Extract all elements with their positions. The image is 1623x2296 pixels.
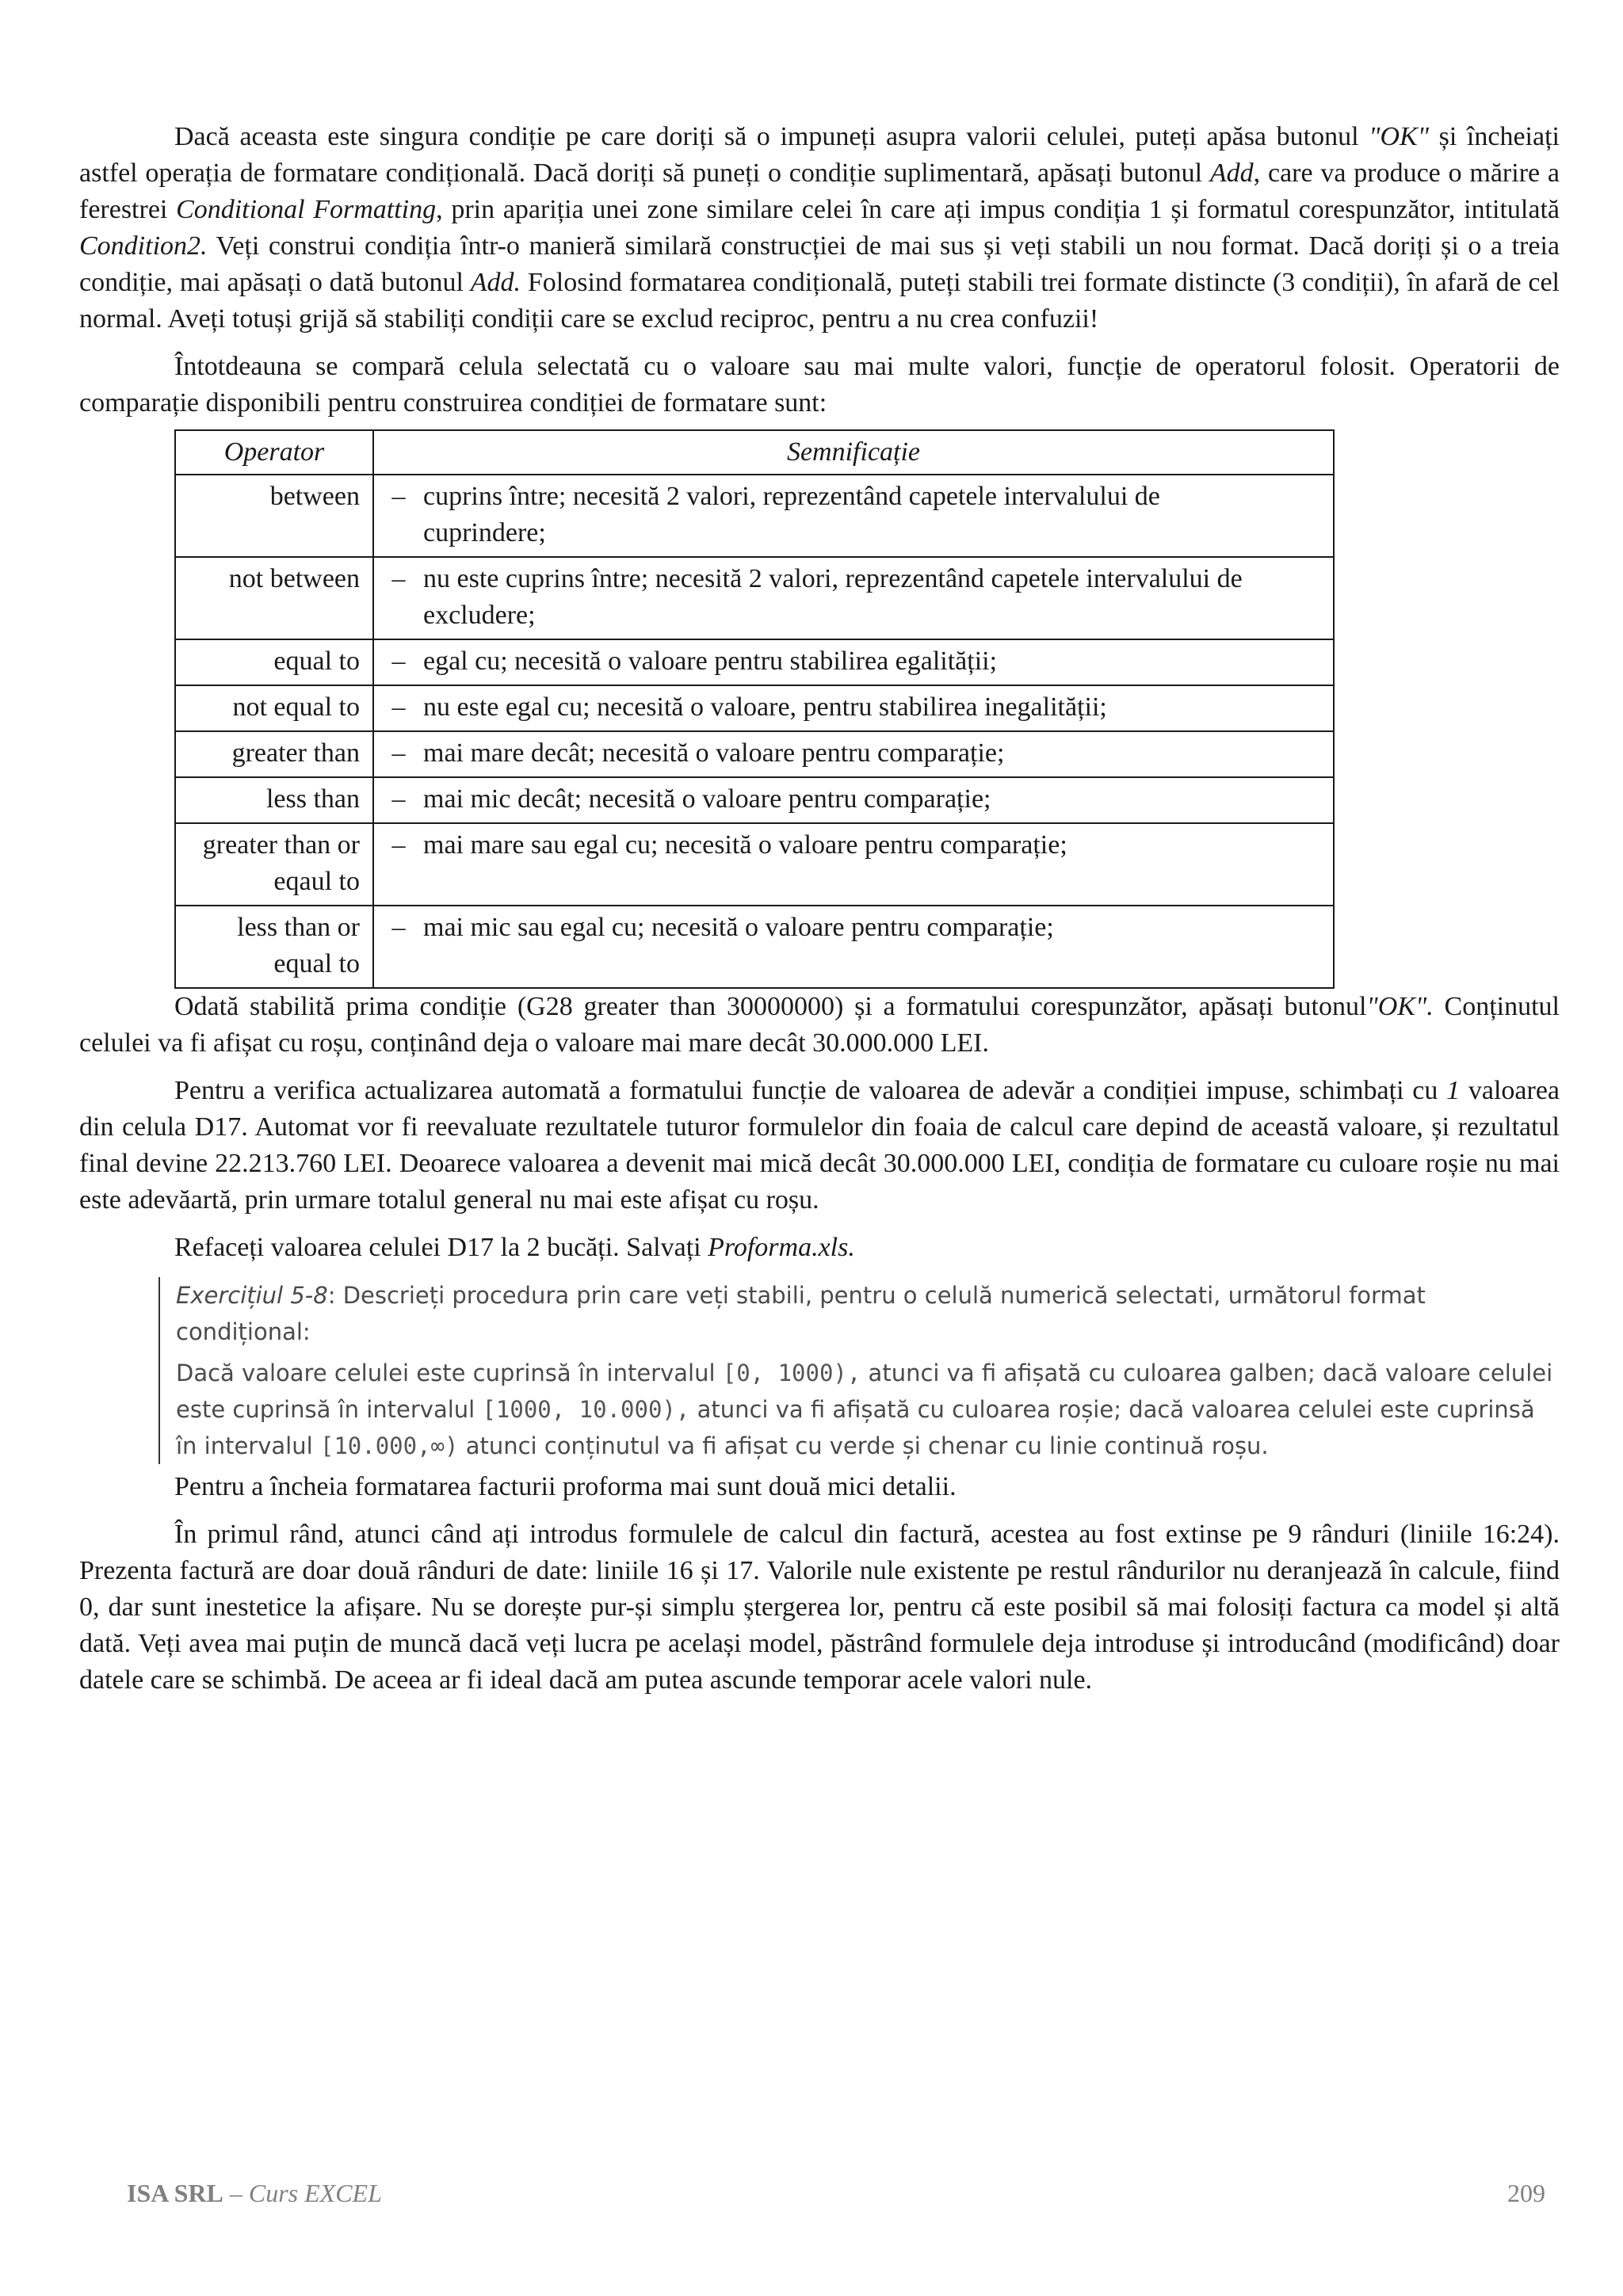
operator-cell: not equal to bbox=[175, 685, 373, 731]
table-row bbox=[175, 906, 1334, 988]
table-row bbox=[175, 823, 1334, 906]
operators-table bbox=[174, 429, 1335, 989]
operator-cell: equal to bbox=[175, 639, 373, 685]
table-row bbox=[175, 557, 1334, 639]
dash: – bbox=[391, 784, 406, 814]
meaning-cell: nu este cuprins între; necesită 2 valori, reprezentând capetele intervalului de excludere; bbox=[423, 564, 1243, 630]
meaning-cell: mai mare decât; necesită o valoare pentru comparație; bbox=[423, 738, 1005, 768]
paragraph-2: Întotdeauna se compară celula selectată cu o valoare sau mai multe valori, funcție de operatorul folosit. Operatorii de comparație disponibili pentru construirea condiției de formatare sunt: bbox=[79, 352, 1560, 418]
header-meaning: Semnificație bbox=[373, 430, 1334, 475]
dash: – bbox=[391, 913, 406, 942]
meaning-cell: cuprins între; necesită 2 valori, reprezentând capetele intervalului de cuprindere; bbox=[423, 482, 1160, 547]
operator-cell: less than bbox=[175, 777, 373, 823]
operator-cell: between bbox=[175, 475, 373, 557]
header-operator: Operator bbox=[175, 430, 373, 475]
exercise-body: Dacă valoare celulei este cuprinsă în intervalul [0, 1000), atunci va fi afișată cu culoarea galben; dacă valoare celulei este cuprinsă în intervalul [1000, 10.000), atunci va fi afișată cu culoarea roșie; dacă valoarea celulei este cuprinsă în intervalul [10.000,∞) atunci conținutul va fi afișat cu verde și chenar cu linie continuă roșu. bbox=[176, 1360, 1553, 1459]
table-row bbox=[175, 639, 1334, 685]
meaning-cell: egal cu; necesită o valoare pentru stabilirea egalității; bbox=[423, 646, 998, 676]
exercise-box bbox=[158, 1277, 1560, 1464]
operator-cell: greater than or eqaul to bbox=[175, 823, 373, 906]
paragraph-6: Pentru a încheia formatarea facturii proforma mai sunt două mici detalii. bbox=[174, 1472, 957, 1501]
page-content bbox=[79, 119, 1560, 1699]
paragraph-1: Dacă aceasta este singura condiție pe care doriți să o impuneți asupra valorii celulei, puteți apăsa butonul "OK" și încheiați astfel operația de formatare condițională. Dacă doriți să puneți o condiție suplimentară, apăsați butonul Add, care va produce o mărire a ferestrei Conditional Formatting, prin apariția unei zone similare celei în care ați impus condiția 1 și formatul corespunzător, intitulată Condition2. Veți construi condiția într-o manieră similară construcției de mai sus și veți stabili un nou format. Dacă doriți și o a treia condiție, mai apăsați o dată butonul Add. Folosind formatarea condițională, puteți stabili trei formate distincte (3 condiții), în afară de cel normal. Aveți totuși grijă să stabiliți condiții care se exclud reciproc, pentru a nu crea confuzii! bbox=[79, 122, 1560, 334]
table-row bbox=[175, 685, 1334, 731]
meaning-cell: mai mic sau egal cu; necesită o valoare pentru comparație; bbox=[423, 913, 1054, 942]
dash: – bbox=[391, 646, 406, 676]
footer-title: ISA SRL – Curs EXCEL bbox=[127, 2179, 382, 2207]
table-header-row bbox=[175, 430, 1334, 475]
table-row bbox=[175, 731, 1334, 777]
dash: – bbox=[391, 482, 406, 511]
dash: – bbox=[391, 692, 406, 722]
meaning-cell: mai mare sau egal cu; necesită o valoare pentru comparație; bbox=[423, 830, 1067, 860]
exercise-intro: Exercițiul 5-8: Descrieți procedura prin care veți stabili, pentru o celulă numerică selectati, următorul format condițional: bbox=[176, 1282, 1426, 1345]
table-row bbox=[175, 777, 1334, 823]
paragraph-5: Refaceți valoarea celulei D17 la 2 bucăți. Salvați Proforma.xls. bbox=[174, 1233, 855, 1262]
meaning-cell: mai mic decât; necesită o valoare pentru comparație; bbox=[423, 784, 991, 814]
operator-cell: greater than bbox=[175, 731, 373, 777]
dash: – bbox=[391, 830, 406, 860]
table-row bbox=[175, 475, 1334, 557]
dash: – bbox=[391, 738, 406, 768]
dash: – bbox=[391, 564, 406, 593]
operator-cell: not between bbox=[175, 557, 373, 639]
meaning-cell: nu este egal cu; necesită o valoare, pentru stabilirea inegalității; bbox=[423, 692, 1107, 722]
paragraph-7: În primul rând, atunci când ați introdus formulele de calcul din factură, acestea au fost extinse pe 9 rânduri (liniile 16:24). Prezenta factură are doar două rânduri de date: liniile 16 și 17. Valorile nule existente pe restul rândurilor nu deranjează în calcule, fiind 0, dar sunt inestetice la afișare. Nu se dorește pur-și simplu ștergerea lor, pentru că este posibil să mai folosiți factura ca model și altă dată. Veți avea mai puțin de muncă dacă veți lucra pe același model, păstrând formulele deja introduse și introducând (modificând) doar datele care se schimbă. De aceea ar fi ideal dacă am putea ascunde temporar acele valori nule. bbox=[79, 1520, 1560, 1695]
page-number: 209 bbox=[1507, 2179, 1545, 2207]
operator-cell: less than or equal to bbox=[175, 906, 373, 988]
paragraph-4: Pentru a verifica actualizarea automată a formatului funcție de valoarea de adevăr a condiției impuse, schimbați cu 1 valoarea din celula D17. Automat vor fi reevaluate rezultatele tuturor formulelor din foaia de calcul care depind de această valoare, și rezultatul final devine 22.213.760 LEI. Deoarece valoarea a devenit mai mică decât 30.000.000 LEI, condiția de formatare cu culoare roșie nu mai este adevăartă, prin urmare totalul general nu mai este afișat cu roșu. bbox=[79, 1076, 1560, 1215]
exercise-label: Exercițiul 5-8 bbox=[176, 1282, 328, 1309]
paragraph-3: Odată stabilită prima condiție (G28 greater than 30000000) și a formatului corespunzător, apăsați butonul"OK". Conținutul celulei va fi afișat cu roșu, conținând deja o valoare mai mare decât 30.000.000 LEI. bbox=[79, 992, 1560, 1058]
